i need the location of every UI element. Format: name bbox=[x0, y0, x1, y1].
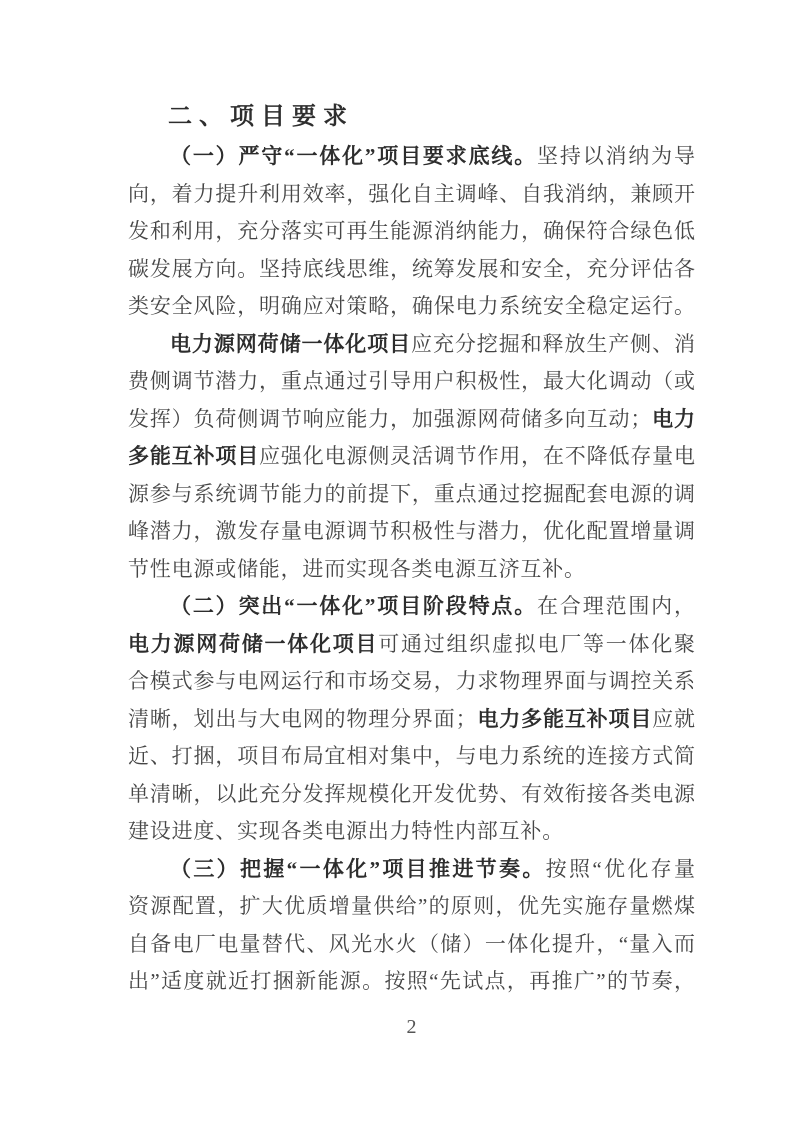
text-line bbox=[128, 851, 695, 889]
text-segment: 应就 bbox=[652, 706, 696, 731]
text-line bbox=[128, 438, 695, 476]
text-line bbox=[128, 401, 695, 439]
bold-text-segment: 电力多能互补项目 bbox=[476, 706, 653, 731]
text-line bbox=[128, 588, 695, 626]
text-line bbox=[128, 513, 695, 551]
text-line bbox=[128, 176, 695, 214]
text-segment: 资源配置，扩大优质增量供给”的原则，优先实施存量燃煤 bbox=[128, 894, 695, 918]
text-segment: 单清晰，以此充分发挥规模化开发优势、有效衔接各类电源 bbox=[128, 781, 695, 806]
text-segment: 峰潜力，激发存量电源调节积极性与潜力，优化配置增量调 bbox=[128, 519, 695, 543]
text-segment: 出”适度就近打捆新能源。按照“先试点，再推广”的节奏， bbox=[128, 969, 695, 993]
text-segment: 向，着力提升利用效率，强化自主调峰、自我消纳，兼顾开 bbox=[128, 181, 695, 206]
text-segment: 应充分挖掘和释放生产侧、消 bbox=[411, 331, 696, 356]
text-segment: 发和利用，充分落实可再生能源消纳能力，确保符合绿色低 bbox=[128, 219, 695, 243]
bold-text-segment: 电力 bbox=[651, 406, 696, 431]
text-line bbox=[128, 813, 695, 851]
bold-text-segment: 多能互补项目 bbox=[128, 444, 260, 468]
text-segment: 碳发展方向。坚持底线思维，统筹发展和安全，充分评估各 bbox=[128, 256, 695, 281]
text-segment: 应强化电源侧灵活调节作用，在不降低存量电 bbox=[259, 444, 696, 468]
section-heading: 二、项目要求 bbox=[168, 104, 354, 130]
text-line bbox=[128, 738, 695, 776]
text-segment: 合模式参与电网运行和市场交易，力求物理界面与调控关系 bbox=[128, 669, 695, 693]
text-line bbox=[128, 626, 695, 664]
bold-text-segment: 电力源网荷储一体化项目 bbox=[128, 631, 379, 656]
text-line bbox=[128, 888, 695, 926]
text-segment: 类安全风险，明确应对策略，确保电力系统安全稳定运行。 bbox=[128, 294, 695, 318]
text-segment: 在合理范围内， bbox=[537, 594, 696, 618]
bold-text-segment: （一）严守“一体化”项目要求底线。 bbox=[170, 144, 538, 168]
text-line bbox=[128, 776, 695, 814]
text-segment: 节性电源或储能，进而实现各类电源互济互补。 bbox=[128, 556, 586, 581]
text-line bbox=[128, 363, 695, 401]
bold-text-segment: 电力源网荷储一体化项目 bbox=[170, 331, 412, 356]
text-line bbox=[128, 138, 695, 176]
text-segment: 按照“优化存量 bbox=[545, 856, 695, 881]
text-segment: 源参与系统调节能力的前提下，重点通过挖掘配套电源的调 bbox=[128, 481, 695, 506]
text-segment: 近、打捆，项目布局宜相对集中，与电力系统的连接方式简 bbox=[128, 744, 695, 768]
text-line bbox=[128, 476, 695, 514]
text-line bbox=[128, 663, 695, 701]
text-segment: 费侧调节潜力，重点通过引导用户积极性，最大化调动（或 bbox=[128, 369, 695, 393]
text-line bbox=[128, 213, 695, 251]
text-line bbox=[128, 251, 695, 289]
page-number: 2 bbox=[406, 1016, 417, 1038]
text-line bbox=[128, 701, 695, 739]
text-segment: 清晰，划出与大电网的物理分界面； bbox=[128, 706, 477, 731]
text-line bbox=[128, 288, 695, 326]
text-segment: 坚持以消纳为导 bbox=[537, 144, 696, 168]
text-segment: 可通过组织虚拟电厂等一体化聚 bbox=[378, 631, 695, 656]
text-segment: 建设进度、实现各类电源出力特性内部互补。 bbox=[128, 819, 564, 843]
text-segment: 自备电厂电量替代、风光水火（储）一体化提升，“量入而 bbox=[128, 931, 695, 956]
text-line bbox=[128, 963, 695, 1001]
document-body bbox=[128, 138, 695, 1001]
text-line bbox=[128, 551, 695, 589]
bold-text-segment: （三）把握“一体化”项目推进节奏。 bbox=[170, 856, 546, 881]
text-line bbox=[128, 326, 695, 364]
text-line bbox=[128, 926, 695, 964]
text-segment: 发挥）负荷侧调节响应能力，加强源网荷储多向互动； bbox=[128, 406, 652, 431]
bold-text-segment: （二）突出“一体化”项目阶段特点。 bbox=[170, 594, 538, 618]
